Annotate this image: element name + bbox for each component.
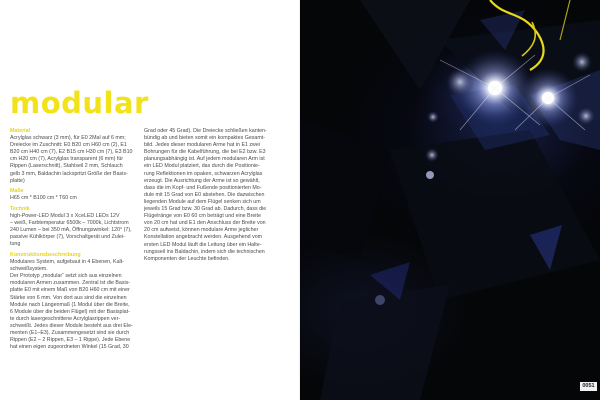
section-heading-technology: Technik bbox=[10, 205, 30, 212]
page-number: 0051 bbox=[580, 382, 597, 391]
right-text-column bbox=[144, 128, 272, 263]
section-heading-construction: Konstruktionsbeschreibung bbox=[10, 252, 81, 258]
left-text-column bbox=[10, 128, 137, 355]
lamp-photo bbox=[300, 0, 600, 400]
section-text-dimensions: H65 cm * B100 cm * T60 cm bbox=[10, 195, 77, 202]
acrylic-arms bbox=[300, 0, 600, 400]
section-text-construction: Modulares System, aufgebaut in 4 Ebenen, Kalt- schweißsystem. Der Prototyp „modular“ setzt sich aus einzelnen modularen Armen zusammen. Zentral ist die Basis- platte E0 mit einem Maß von B20 H60 cm mit einer Stärke von 6 mm. Von dort aus sind die einzelnen Module nach Längenmaß (1 Modul über die Breite, 6 Module über die beiden Flügel) mit der Basisplat- te durch lasergeschnittene Acrylglasrippen ver- schweißt. Jedes dieser Module besteht aus drei Ele- menten (E1–E3). Zusammengesetzt sind sie durch Rippen (E2 – 2 Rippen, E3 – 1 Rippe). Jede Ebene hat einen eigen zugeordneten Winkel (15 Grad, 30 bbox=[10, 259, 133, 351]
construction-text-continued: Grad oder 45 Grad). Die Dreiecke schließen kanten- bündig ab und bieten somit ein kompaktes Gesamt- bild. Jedes dieser modularen Arme hat in E1 zwei Bohrungen für die Kabelführung, die bei E2 bzw. E3 planungsabhängig ist. Auf jedem modularen Arm ist ein LED Modul platziert, das durch die Positionie- rung Reflektionen im opaken, schwarzen Acrylglas erzeugt. Die Ausrichtung der Arme ist so gewählt, dass die im Kopf- und Fußende positionierten Mo- dule mit 15 Grad von E0 abstehen. Die dazwischen liegenden Module auf dem Flügel senken sich um jeweils 15 Grad bzw. 30 Grad ab. Dadurch, dass die Flügelränge von E0 60 cm beträgt und eine Breite von 20 cm hat und E1 den Anschluss der Breite von 20 cm aufweist, können modulare Arme jeglicher Konstellation angebracht werden. Ausgehend vom ersten LED Modul läuft die Leitung über ein Halte- rungsseil ins Baldachin, indem sich die technischen Komponenten der Leuchte befinden. bbox=[144, 128, 267, 262]
section-heading-dimensions: Maße bbox=[10, 188, 24, 195]
page-title: modular bbox=[10, 86, 149, 120]
section-heading-material: Material bbox=[10, 128, 31, 134]
section-text-technology: high-Power-LED Modul 3 x XceLED LEDs 12V – weiß, Farbtemperatur 6500k – 7000k, Lichtstrom 240 Lumen – bei 350 mA, Öffnungswinkel: 120° (7), passive Kühlkörper (7), Vorschaltgerät und Zulei- tung bbox=[10, 213, 132, 248]
section-text-material: Acrylglas schwarz (3 mm), für E0 2Mal auf 6 mm; Dreiecke im Zuschnitt: E0 B20 cm H60 cm (2), E1 B20 cm H40 cm (7), E2 B15 cm H30 cm (7), E3 B10 cm H20 cm (7), Acrylglas transparent (6 mm) für Rippen (Laserschnitt), Stahlseil 2 mm, Schlauch gelb 3 mm, Baldachin lackspritzt Größe der Basis- platte) bbox=[10, 135, 133, 184]
lamp-photo-illustration bbox=[300, 0, 600, 400]
